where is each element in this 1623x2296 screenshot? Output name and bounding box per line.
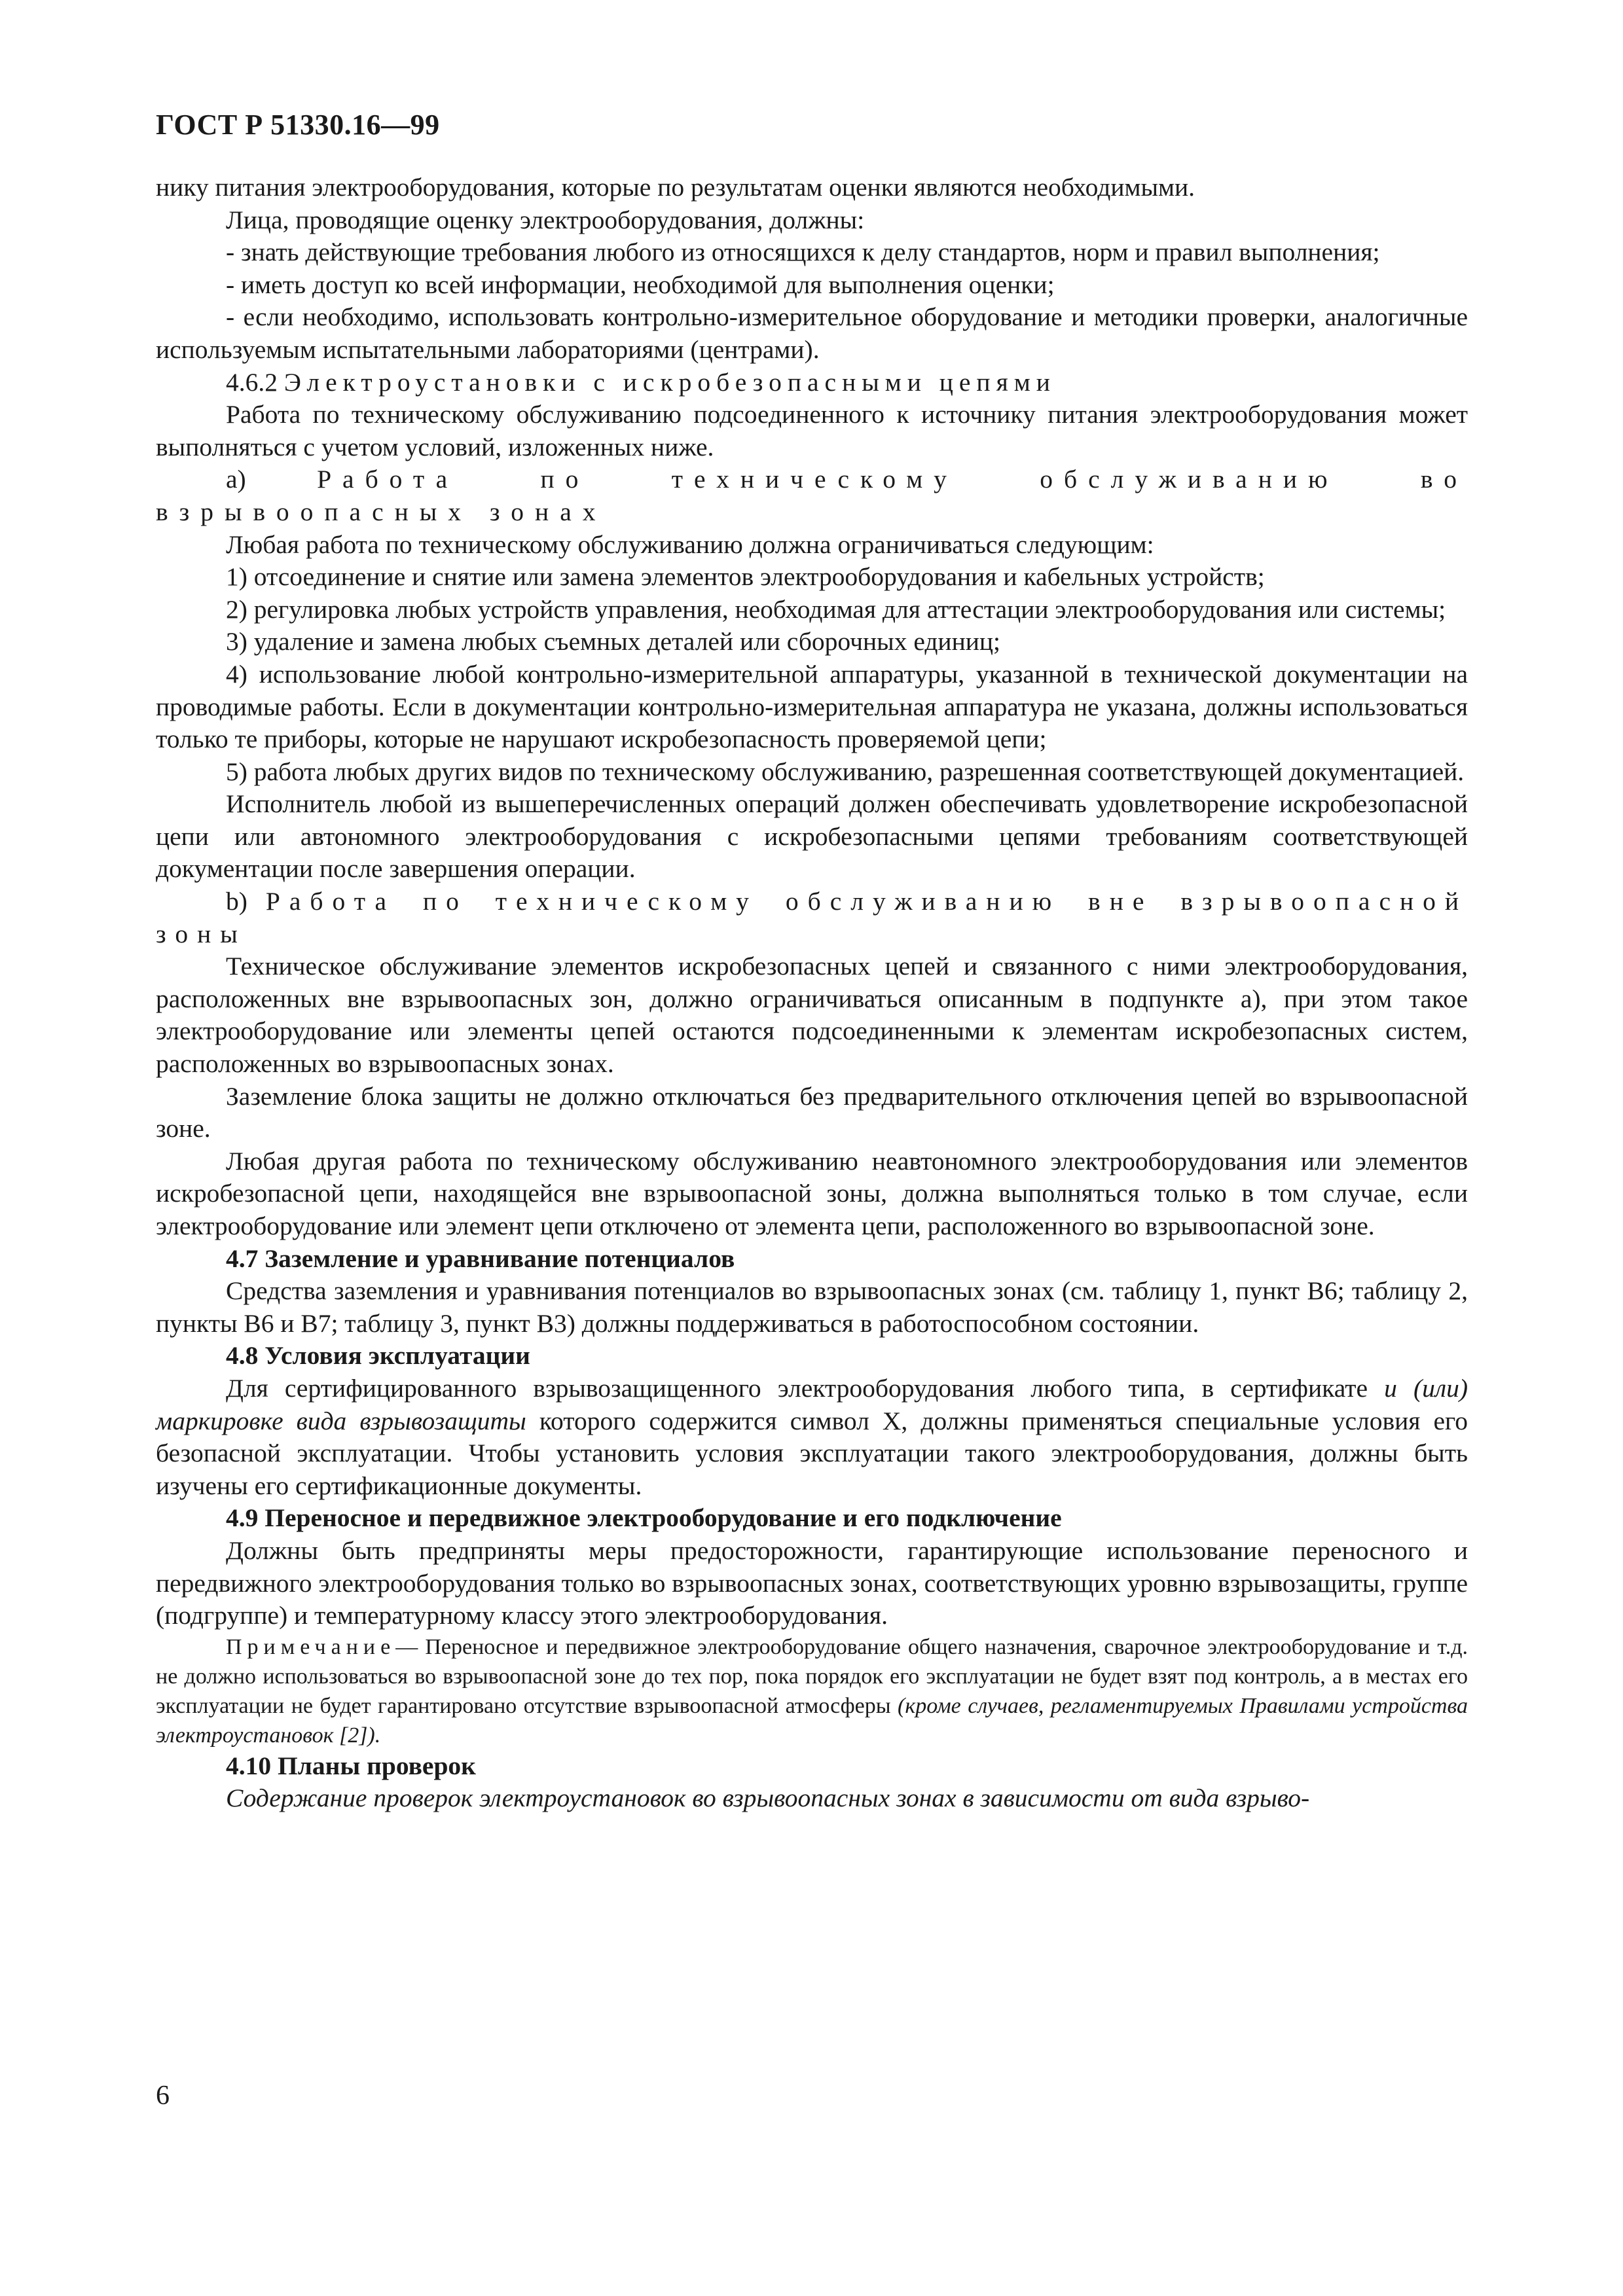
text-run: Для сертифицированного взрывозащищенного электрооборудования любого типа, в сертификате bbox=[226, 1373, 1385, 1403]
section-heading-4-6-2 bbox=[156, 367, 1468, 399]
list-item: - иметь доступ ко всей информации, необходимой для выполнения оценки; bbox=[226, 270, 1055, 299]
text-run: которого содержится символ X, должны применяться специальные условия его безопасной эксплуатации. Чтобы установить условия эксплуатации такого электрооборудования, должны быть изучены его сертификационные документы. bbox=[156, 1406, 1468, 1500]
section-heading-4-8: 4.8 Условия эксплуатации bbox=[226, 1341, 530, 1371]
italic-text-run: и (или) маркировке вида взрывозащиты bbox=[156, 1373, 1468, 1435]
section-number: 4.6.2 bbox=[226, 367, 278, 397]
paragraph: Техническое обслуживание элементов искробезопасных цепей и связанного с ними электрооборудования, расположенных вне взрывоопасных зон, должно ограничиваться описанным в подпункте а), при этом такое электрооборудование или элементы цепей остаются подсоединенными к элементам искробезопасных систем, расположенных во взрывоопасных зонах. bbox=[156, 952, 1468, 1079]
list-item: 5) работа любых других видов по техническому обслуживанию, разрешенная соответствующей документацией. bbox=[226, 757, 1465, 786]
subsection-label: b) bbox=[226, 887, 247, 916]
paragraph: Заземление блока защиты не должно отключаться без предварительного отключения цепей во взрывоопасной зоне. bbox=[156, 1081, 1468, 1143]
note-italic-text: (кроме случаев, регламентируемых Правилами устройства электроустановок [2]). bbox=[156, 1693, 1468, 1748]
document-body bbox=[156, 171, 1468, 1815]
paragraph: Работа по техническому обслуживанию подсоединенного к источнику питания электрооборудования может выполняться с учетом условий, изложенных ниже. bbox=[156, 400, 1468, 461]
subsection-heading-a bbox=[156, 463, 1468, 528]
list-item: - если необходимо, использовать контрольно-измерительное оборудование и методики проверки, аналогичные используемым испытательными лабораториями (центрами). bbox=[156, 302, 1468, 364]
list-item: - знать действующие требования любого из относящихся к делу стандартов, норм и правил выполнения; bbox=[226, 238, 1380, 267]
paragraph: Лица, проводящие оценку электрооборудования, должны: bbox=[226, 205, 865, 234]
subsection-heading-b bbox=[156, 886, 1468, 950]
paragraph: Средства заземления и уравнивания потенциалов во взрывоопасных зонах (см. таблицу 1, пункт В6; таблицу 2, пункты В6 и В7; таблицу 3, пункт В3) должны поддерживаться в работоспособном состоянии. bbox=[156, 1276, 1468, 1338]
section-heading-4-10: 4.10 Планы проверок bbox=[226, 1751, 476, 1780]
paragraph: Любая работа по техническому обслуживанию должна ограничиваться следующим: bbox=[226, 529, 1154, 559]
paragraph: Должны быть предприняты меры предосторожности, гарантирующие использование переносного и передвижного электрооборудования только во взрывоопасных зонах, соответствующих уровню взрывозащиты, группе (подгруппе) и температурному классу этого электрооборудования. bbox=[156, 1535, 1468, 1630]
note-text: — Переносное и передвижное электрооборудование общего назначения, сварочное электрооборудование и т.д. не должно использоваться во взрывоопасной зоне до тех пор, пока порядок его эксплуатации не будет взят под контроль, а в местах его эксплуатации не будет гарантировано отсутствие взрывоопасной атмосферы bbox=[156, 1634, 1468, 1718]
note-label: Примечание bbox=[226, 1634, 396, 1659]
list-item: 3) удаление и замена любых съемных деталей или сборочных единиц; bbox=[226, 627, 1000, 656]
note bbox=[156, 1632, 1468, 1750]
section-heading-4-9: 4.9 Переносное и передвижное электрооборудование и его подключение bbox=[226, 1503, 1062, 1533]
section-heading-4-7: 4.7 Заземление и уравнивание потенциалов bbox=[226, 1244, 735, 1273]
paragraph: Содержание проверок электроустановок во взрывоопасных зонах в зависимости от вида взрыво- bbox=[226, 1784, 1310, 1813]
section-title: Электроустановки с искробезопасными цепями bbox=[283, 367, 1056, 397]
paragraph: Исполнитель любой из вышеперечисленных операций должен обеспечивать удовлетворение искробезопасной цепи или автономного электрооборудования с искробезопасными цепями требованиям соответствующей документации после завершения операции. bbox=[156, 789, 1468, 884]
list-item: 1) отсоединение и снятие или замена элементов электрооборудования и кабельных устройств; bbox=[226, 562, 1265, 592]
list-item: 2) регулировка любых устройств управления, необходимая для аттестации электрооборудования или системы; bbox=[226, 594, 1446, 624]
document-header: ГОСТ Р 51330.16—99 bbox=[156, 109, 440, 141]
list-item: 4) использование любой контрольно-измерительной аппаратуры, указанной в технической документации на проводимые работы. Если в документации контрольно-измерительная аппаратура не указана, должны использоваться только те приборы, которые не нарушают искробезопасность проверяемой цепи; bbox=[156, 659, 1468, 754]
page-number: 6 bbox=[156, 2081, 170, 2111]
paragraph: Любая другая работа по техническому обслуживанию неавтономного электрооборудования или элементов искробезопасной цепи, находящейся вне взрывоопасной зоны, должна выполняться только в том случае, если электрооборудование или элемент цепи отключено от элемента цепи, расположенного во взрывоопасной зоне. bbox=[156, 1146, 1468, 1240]
paragraph bbox=[156, 1372, 1468, 1502]
subsection-title: Работа по техническому обслуживанию вне взрывоопасной зоны bbox=[156, 887, 1468, 948]
subsection-title: Работа по техническому обслуживанию во взрывоопасных зонах bbox=[156, 465, 1468, 526]
subsection-label: а) bbox=[226, 465, 246, 494]
paragraph: нику питания электрооборудования, которые по результатам оценки являются необходимыми. bbox=[156, 173, 1195, 202]
